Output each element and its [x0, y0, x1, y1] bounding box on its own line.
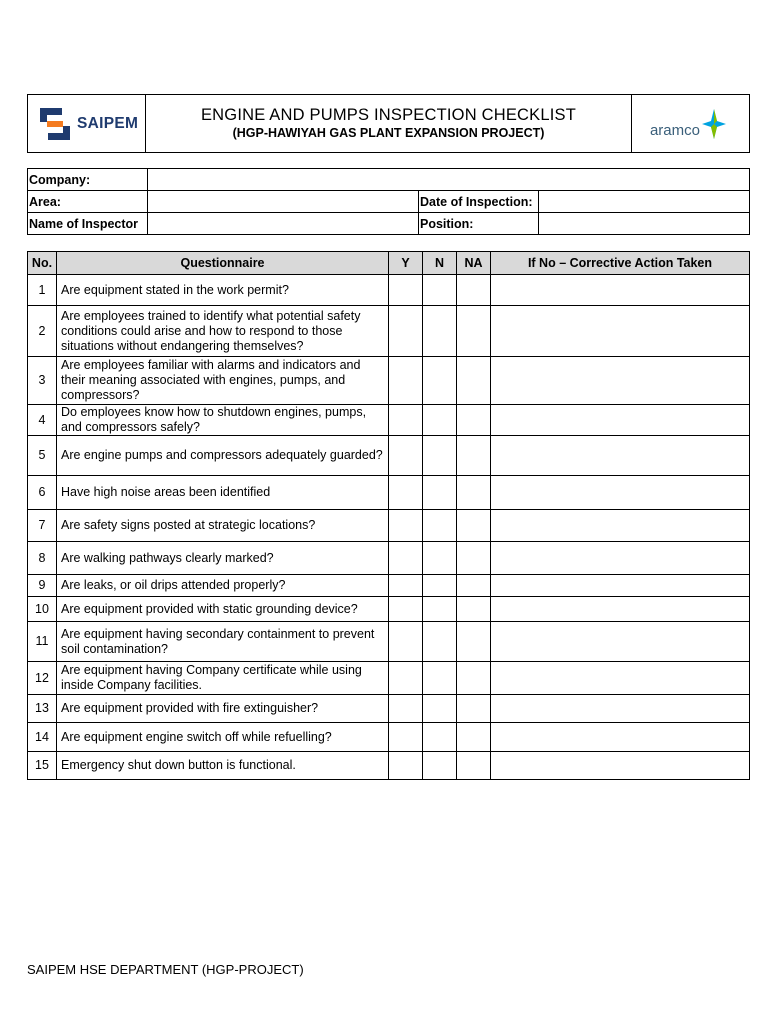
document-subtitle: (HGP-HAWIYAH GAS PLANT EXPANSION PROJECT) — [232, 126, 545, 140]
col-na: NA — [457, 252, 491, 275]
answer-y-cell[interactable] — [389, 695, 423, 723]
question-text: Have high noise areas been identified — [57, 476, 389, 510]
checklist-row — [28, 405, 750, 436]
answer-y-cell[interactable] — [389, 510, 423, 542]
row-number: 15 — [28, 752, 57, 780]
row-number: 3 — [28, 357, 57, 405]
answer-n-cell[interactable] — [423, 575, 457, 597]
question-text: Are equipment engine switch off while refuelling? — [57, 723, 389, 752]
answer-y-cell[interactable] — [389, 436, 423, 476]
row-number: 8 — [28, 542, 57, 575]
answer-na-cell[interactable] — [457, 306, 491, 357]
row-number: 13 — [28, 695, 57, 723]
question-text: Are equipment provided with static grounding device? — [57, 597, 389, 622]
col-no: No. — [28, 252, 57, 275]
checklist-row — [28, 476, 750, 510]
answer-n-cell[interactable] — [423, 436, 457, 476]
corrective-action-cell[interactable] — [491, 723, 750, 752]
answer-y-cell[interactable] — [389, 275, 423, 306]
aramco-star-icon — [701, 107, 727, 141]
answer-n-cell[interactable] — [423, 622, 457, 662]
checklist-row — [28, 510, 750, 542]
corrective-action-cell[interactable] — [491, 622, 750, 662]
corrective-action-cell[interactable] — [491, 306, 750, 357]
corrective-action-cell[interactable] — [491, 405, 750, 436]
row-number: 12 — [28, 662, 57, 695]
corrective-action-cell[interactable] — [491, 575, 750, 597]
answer-n-cell[interactable] — [423, 752, 457, 780]
answer-n-cell[interactable] — [423, 723, 457, 752]
aramco-logo-text: aramco — [649, 122, 700, 139]
checklist-table — [27, 251, 750, 780]
corrective-action-cell[interactable] — [491, 476, 750, 510]
title-cell — [146, 95, 632, 153]
answer-na-cell[interactable] — [457, 575, 491, 597]
question-text: Do employees know how to shutdown engines, pumps, and compressors safely? — [57, 405, 389, 436]
answer-na-cell[interactable] — [457, 723, 491, 752]
corrective-action-cell[interactable] — [491, 597, 750, 622]
checklist-row — [28, 357, 750, 405]
question-text: Are leaks, or oil drips attended properly? — [57, 575, 389, 597]
checklist-row — [28, 752, 750, 780]
checklist-row — [28, 542, 750, 575]
answer-y-cell[interactable] — [389, 405, 423, 436]
date-field[interactable] — [539, 191, 750, 213]
answer-na-cell[interactable] — [457, 622, 491, 662]
checklist-row — [28, 275, 750, 306]
checklist-row — [28, 662, 750, 695]
answer-n-cell[interactable] — [423, 405, 457, 436]
answer-na-cell[interactable] — [457, 476, 491, 510]
col-y: Y — [389, 252, 423, 275]
date-label: Date of Inspection: — [419, 191, 539, 213]
checklist-row — [28, 597, 750, 622]
question-text: Are safety signs posted at strategic locations? — [57, 510, 389, 542]
answer-na-cell[interactable] — [457, 357, 491, 405]
question-text: Are engine pumps and compressors adequately guarded? — [57, 436, 389, 476]
checklist-row — [28, 306, 750, 357]
checklist-row — [28, 622, 750, 662]
answer-y-cell[interactable] — [389, 476, 423, 510]
corrective-action-cell[interactable] — [491, 510, 750, 542]
corrective-action-cell[interactable] — [491, 275, 750, 306]
row-number: 1 — [28, 275, 57, 306]
corrective-action-cell[interactable] — [491, 542, 750, 575]
answer-na-cell[interactable] — [457, 436, 491, 476]
row-number: 6 — [28, 476, 57, 510]
answer-n-cell[interactable] — [423, 510, 457, 542]
company-label: Company: — [28, 169, 148, 191]
checklist-row — [28, 695, 750, 723]
answer-y-cell[interactable] — [389, 306, 423, 357]
position-label: Position: — [419, 213, 539, 235]
answer-n-cell[interactable] — [423, 662, 457, 695]
col-n: N — [423, 252, 457, 275]
answer-na-cell[interactable] — [457, 695, 491, 723]
row-number: 4 — [28, 405, 57, 436]
answer-y-cell[interactable] — [389, 622, 423, 662]
question-text: Are equipment provided with fire extinguisher? — [57, 695, 389, 723]
answer-na-cell[interactable] — [457, 405, 491, 436]
answer-y-cell[interactable] — [389, 357, 423, 405]
answer-y-cell[interactable] — [389, 542, 423, 575]
question-text: Are walking pathways clearly marked? — [57, 542, 389, 575]
corrective-action-cell[interactable] — [491, 695, 750, 723]
row-number: 9 — [28, 575, 57, 597]
saipem-logo — [28, 95, 146, 153]
row-number: 7 — [28, 510, 57, 542]
question-text: Emergency shut down button is functional. — [57, 752, 389, 780]
col-questionnaire: Questionnaire — [57, 252, 389, 275]
inspector-label: Name of Inspector — [28, 213, 148, 235]
aramco-logo — [632, 95, 750, 153]
question-text: Are employees trained to identify what potential safety conditions could arise and how to respond to those situations without endangering themselves? — [57, 306, 389, 357]
question-text: Are equipment having secondary containment to prevent soil contamination? — [57, 622, 389, 662]
answer-n-cell[interactable] — [423, 306, 457, 357]
answer-y-cell[interactable] — [389, 662, 423, 695]
checklist-row — [28, 723, 750, 752]
answer-y-cell[interactable] — [389, 752, 423, 780]
answer-na-cell[interactable] — [457, 275, 491, 306]
company-field[interactable] — [148, 169, 750, 191]
corrective-action-cell[interactable] — [491, 662, 750, 695]
document-title: ENGINE AND PUMPS INSPECTION CHECKLIST — [200, 106, 577, 124]
answer-na-cell[interactable] — [457, 597, 491, 622]
answer-na-cell[interactable] — [457, 542, 491, 575]
answer-na-cell[interactable] — [457, 752, 491, 780]
row-number: 2 — [28, 306, 57, 357]
question-text: Are equipment stated in the work permit? — [57, 275, 389, 306]
position-field[interactable] — [539, 213, 750, 235]
checklist-header-row — [28, 252, 750, 275]
answer-n-cell[interactable] — [423, 542, 457, 575]
answer-y-cell[interactable] — [389, 723, 423, 752]
corrective-action-cell[interactable] — [491, 752, 750, 780]
saipem-mark-icon — [38, 106, 72, 142]
answer-n-cell[interactable] — [423, 597, 457, 622]
row-number: 10 — [28, 597, 57, 622]
document-header — [27, 94, 750, 153]
col-corrective-action: If No – Corrective Action Taken — [491, 252, 750, 275]
row-number: 11 — [28, 622, 57, 662]
row-number: 14 — [28, 723, 57, 752]
inspector-field[interactable] — [148, 213, 419, 235]
question-text: Are employees familiar with alarms and indicators and their meaning associated with engines, pumps, and compressors? — [57, 357, 389, 405]
answer-n-cell[interactable] — [423, 275, 457, 306]
answer-n-cell[interactable] — [423, 476, 457, 510]
inspection-info — [27, 168, 750, 235]
corrective-action-cell[interactable] — [491, 357, 750, 405]
answer-na-cell[interactable] — [457, 510, 491, 542]
corrective-action-cell[interactable] — [491, 436, 750, 476]
area-field[interactable] — [148, 191, 419, 213]
answer-y-cell[interactable] — [389, 597, 423, 622]
answer-y-cell[interactable] — [389, 575, 423, 597]
row-number: 5 — [28, 436, 57, 476]
area-label: Area: — [28, 191, 148, 213]
footer: SAIPEM HSE DEPARTMENT (HGP-PROJECT) — [27, 962, 304, 977]
answer-n-cell[interactable] — [423, 357, 457, 405]
answer-n-cell[interactable] — [423, 695, 457, 723]
checklist-row — [28, 436, 750, 476]
saipem-logo-text: SAIPEM — [77, 114, 139, 132]
checklist-row — [28, 575, 750, 597]
question-text: Are equipment having Company certificate while using inside Company facilities. — [57, 662, 389, 695]
answer-na-cell[interactable] — [457, 662, 491, 695]
